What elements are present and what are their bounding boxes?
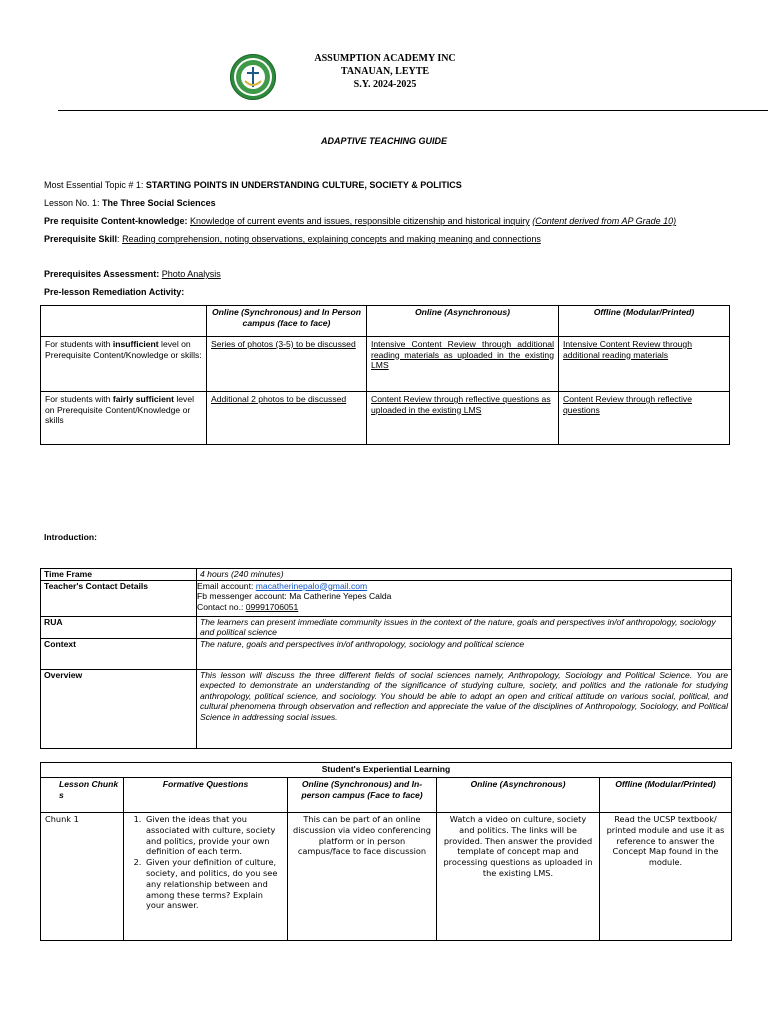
email-link[interactable]: macatherinepalo@gmail.com <box>255 580 368 591</box>
sel-row-chunk-1 <box>41 813 732 941</box>
prereq-content-label: Pre requisite Content-knowledge: <box>44 216 191 226</box>
experiential-learning-table <box>40 762 732 941</box>
rua-value: The learners can present immediate community issues in the context of the nature, goals and perspectives in/of anthropology, sociology and political science <box>197 616 732 638</box>
lesson-value: The Three Social Sciences <box>102 198 216 208</box>
messenger-line: Fb messenger account: Ma Catherine Yepes Calda <box>197 591 392 601</box>
header-sync: Online (Synchronous) and In-person campus (Face to face) <box>288 778 437 813</box>
remediation-row <box>41 337 730 392</box>
cell-async: Content Review through reflective questions as uploaded in the existing LMS <box>367 392 559 445</box>
chunk-label: Chunk 1 <box>41 813 124 941</box>
prereq-assessment-value: Photo Analysis <box>161 269 221 279</box>
questions-list <box>128 814 283 911</box>
introduction-label: Introduction: <box>44 532 97 542</box>
introduction-table <box>40 568 732 749</box>
intro-row-contact <box>41 580 732 616</box>
remediation-table <box>40 305 730 445</box>
sel-title: Student's Experiential Learning <box>41 763 732 778</box>
formative-questions <box>124 813 288 941</box>
prereq-skill-line: Prerequisite Skill: Reading comprehension, noting observations, explaining concepts and making meaning and connections <box>44 234 541 244</box>
question-item: 2. Given your definition of culture, society, and politics, do you see any relationship between and among these terms? Explain your answer. <box>144 857 283 911</box>
lesson-label: Lesson No. 1: <box>44 198 103 208</box>
header-offline: Offline (Modular/Printed) <box>559 306 730 337</box>
cell-offline: Content Review through reflective questions <box>559 392 730 445</box>
intro-row-time-frame <box>41 569 732 581</box>
intro-row-context <box>41 638 732 669</box>
prereq-content-note: (Content derived from AP Grade 10) <box>532 216 677 226</box>
school-header <box>300 52 470 91</box>
time-frame-value: 4 hours (240 minutes) <box>197 569 732 581</box>
overview-value: This lesson will discuss the three different fields of social sciences namely, Anthropology, Sociology and Political Science. You are expected to demonstrate an understanding of the significance of studying culture, society, and politics and the rationale for studying anthropology, political science, and sociology. You should be able to adopt an open and critical attitude on various social, political, and cultural phenomena through observation and reflection and appreciate the value of the disciplines of Anthropology, Sociology, and Political Science in addressing social issues. <box>197 669 732 748</box>
intro-row-rua <box>41 616 732 638</box>
context-value: The nature, goals and perspectives in/of anthropology, sociology and political science <box>197 638 732 669</box>
rua-label: RUA <box>41 616 197 638</box>
intro-row-overview <box>41 669 732 748</box>
contact-label: Teacher's Contact Details <box>41 580 197 616</box>
row-label: For students with fairly sufficient level on Prerequisite Content/Knowledge or skills <box>41 392 207 445</box>
contact-no-line: Contact no.: 09991706051 <box>197 601 299 612</box>
cell-offline: Intensive Content Review through additional reading materials <box>559 337 730 392</box>
remediation-header-row <box>41 306 730 337</box>
prereq-assessment-line <box>44 269 221 279</box>
remediation-row <box>41 392 730 445</box>
school-location: TANAUAN, LEYTE <box>340 66 430 77</box>
cell-offline: Read the UCSP textbook/ printed module and use it as reference to answer the Concept Map found in the module. <box>600 813 732 941</box>
school-year: S.Y. 2024-2025 <box>353 79 417 90</box>
cell-async: Watch a video on culture, society and politics. The links will be provided. Then answer the provided template of concept map and processing questions as uploaded in the existing LMS. <box>437 813 600 941</box>
context-label: Context <box>41 638 197 669</box>
topic-line <box>44 180 462 190</box>
prereq-skill-label: Prerequisite Skill <box>44 234 118 244</box>
cell-sync: Series of photos (3-5) to be discussed <box>207 337 367 392</box>
header-async: Online (Asynchronous) <box>437 778 600 813</box>
time-frame-label: Time Frame <box>41 569 197 581</box>
contact-number: 09991706051 <box>245 601 299 612</box>
prereq-skill-value: Reading comprehension, noting observations, explaining concepts and making meaning and connections <box>122 234 541 244</box>
lesson-line <box>44 198 216 208</box>
row-label: For students with insufficient level on Prerequisite Content/Knowledge or skills: <box>41 337 207 392</box>
sel-title-row <box>41 763 732 778</box>
question-item: 1. Given the ideas that you associated with culture, society and politics, provide your own definition of each term. <box>144 814 283 857</box>
header-offline: Offline (Modular/Printed) <box>600 778 732 813</box>
remediation-label: Pre-lesson Remediation Activity: <box>44 287 185 297</box>
school-logo-icon <box>229 53 277 101</box>
cell-sync: Additional 2 photos to be discussed <box>207 392 367 445</box>
topic-label: Most Essential Topic # 1: <box>44 180 146 190</box>
guide-title: ADAPTIVE TEACHING GUIDE <box>320 136 447 146</box>
header-divider <box>58 110 768 111</box>
topic-value: STARTING POINTS IN UNDERSTANDING CULTURE, SOCIETY & POLITICS <box>145 180 462 190</box>
prereq-content-value: Knowledge of current events and issues, responsible citizenship and historical inquiry <box>190 216 530 226</box>
header-sync: Online (Synchronous) and In Person campus (face to face) <box>207 306 367 337</box>
email-line: Email account: macatherinepalo@gmail.com <box>197 580 368 591</box>
school-name: ASSUMPTION ACADEMY INC <box>314 53 456 64</box>
prereq-content-line <box>44 216 676 226</box>
sel-header-row <box>41 778 732 813</box>
prereq-assessment-label: Prerequisites Assessment: <box>44 269 162 279</box>
cell-async: Intensive Content Review through additional reading materials as uploaded in the existing LMS <box>367 337 559 392</box>
overview-label: Overview <box>41 669 197 748</box>
contact-details <box>197 580 732 616</box>
header-formative-questions: Formative Questions <box>124 778 288 813</box>
empty-header-cell <box>41 306 207 337</box>
header-async: Online (Asynchronous) <box>367 306 559 337</box>
header-lesson-chunks: Lesson Chunk s <box>41 778 124 813</box>
cell-sync: This can be part of an online discussion via video conferencing platform or in person campus/face to face discussion <box>288 813 437 941</box>
